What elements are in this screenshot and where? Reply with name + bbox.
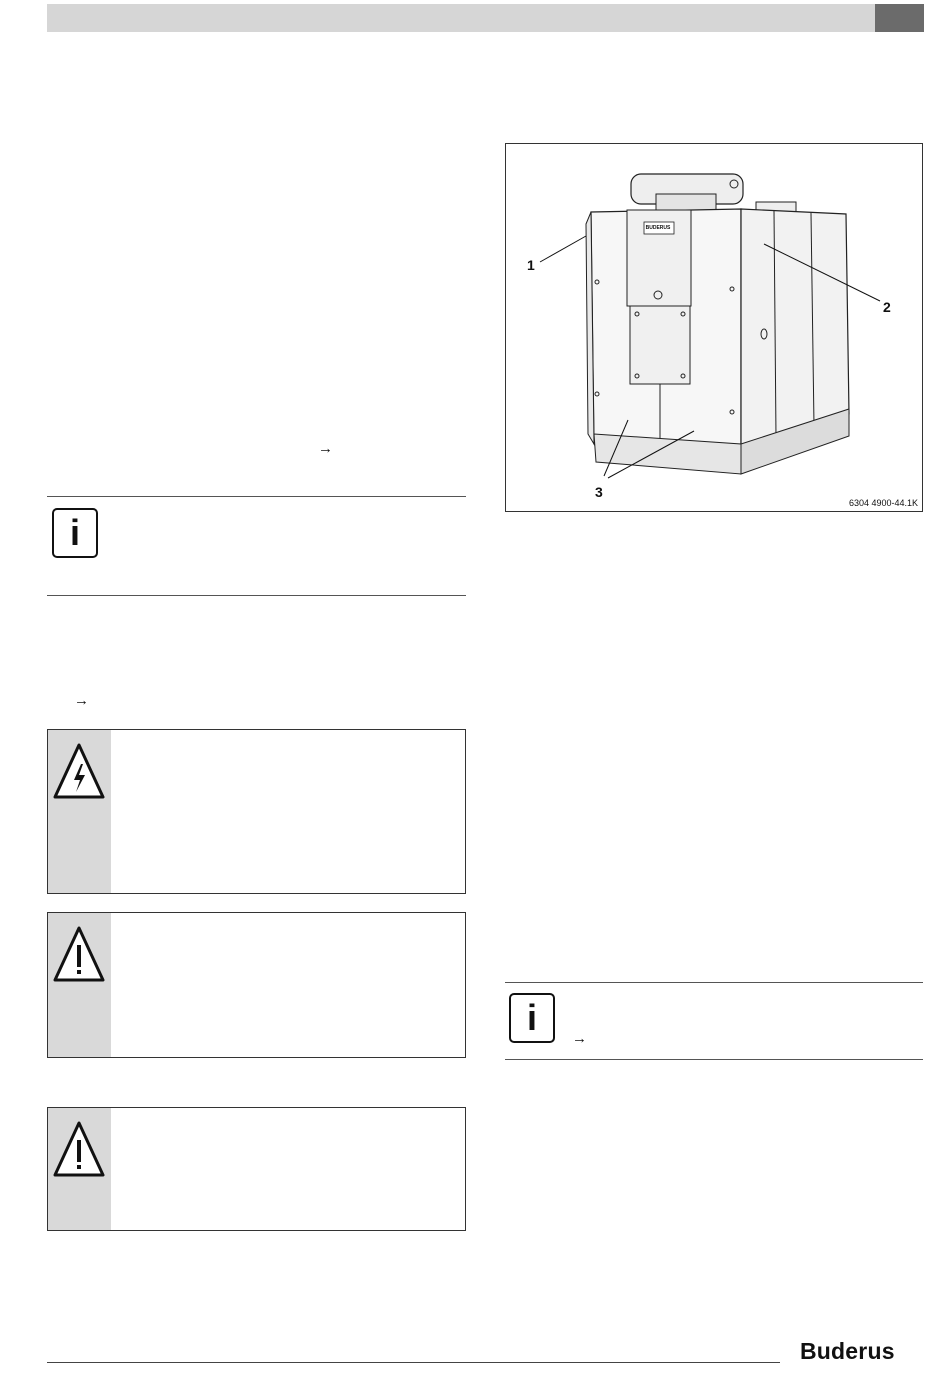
warning-strip [48, 730, 111, 893]
footer-rule [47, 1362, 780, 1363]
callout-3: 3 [595, 484, 603, 500]
reference-arrow: → [74, 692, 89, 709]
info-rule-top [505, 982, 923, 983]
callout-2: 2 [883, 299, 891, 315]
nameplate: BUDERUS [645, 225, 671, 231]
warning-icon [52, 1120, 106, 1180]
warning-icon [52, 925, 106, 985]
electric-hazard-icon [52, 742, 106, 802]
warning-strip [48, 1108, 111, 1230]
figure-code: 6304 4900-44.1K [848, 498, 918, 508]
warning-box [47, 912, 466, 1058]
info-rule-bottom [505, 1059, 923, 1060]
info-icon: i [52, 508, 98, 558]
warning-box [47, 1107, 466, 1231]
buderus-logo: Buderus [800, 1338, 895, 1364]
boiler-figure [505, 143, 923, 512]
info-icon: i [509, 993, 555, 1043]
reference-arrow: → [318, 440, 333, 457]
electric-warning-box [47, 729, 466, 894]
header-section-tab [875, 4, 924, 32]
header-bar [47, 4, 875, 32]
info-rule-top [47, 496, 466, 497]
reference-arrow: → [572, 1030, 587, 1047]
callout-1: 1 [527, 257, 535, 273]
warning-strip [48, 913, 111, 1057]
info-rule-bottom [47, 595, 466, 596]
boiler-illustration [506, 144, 922, 511]
